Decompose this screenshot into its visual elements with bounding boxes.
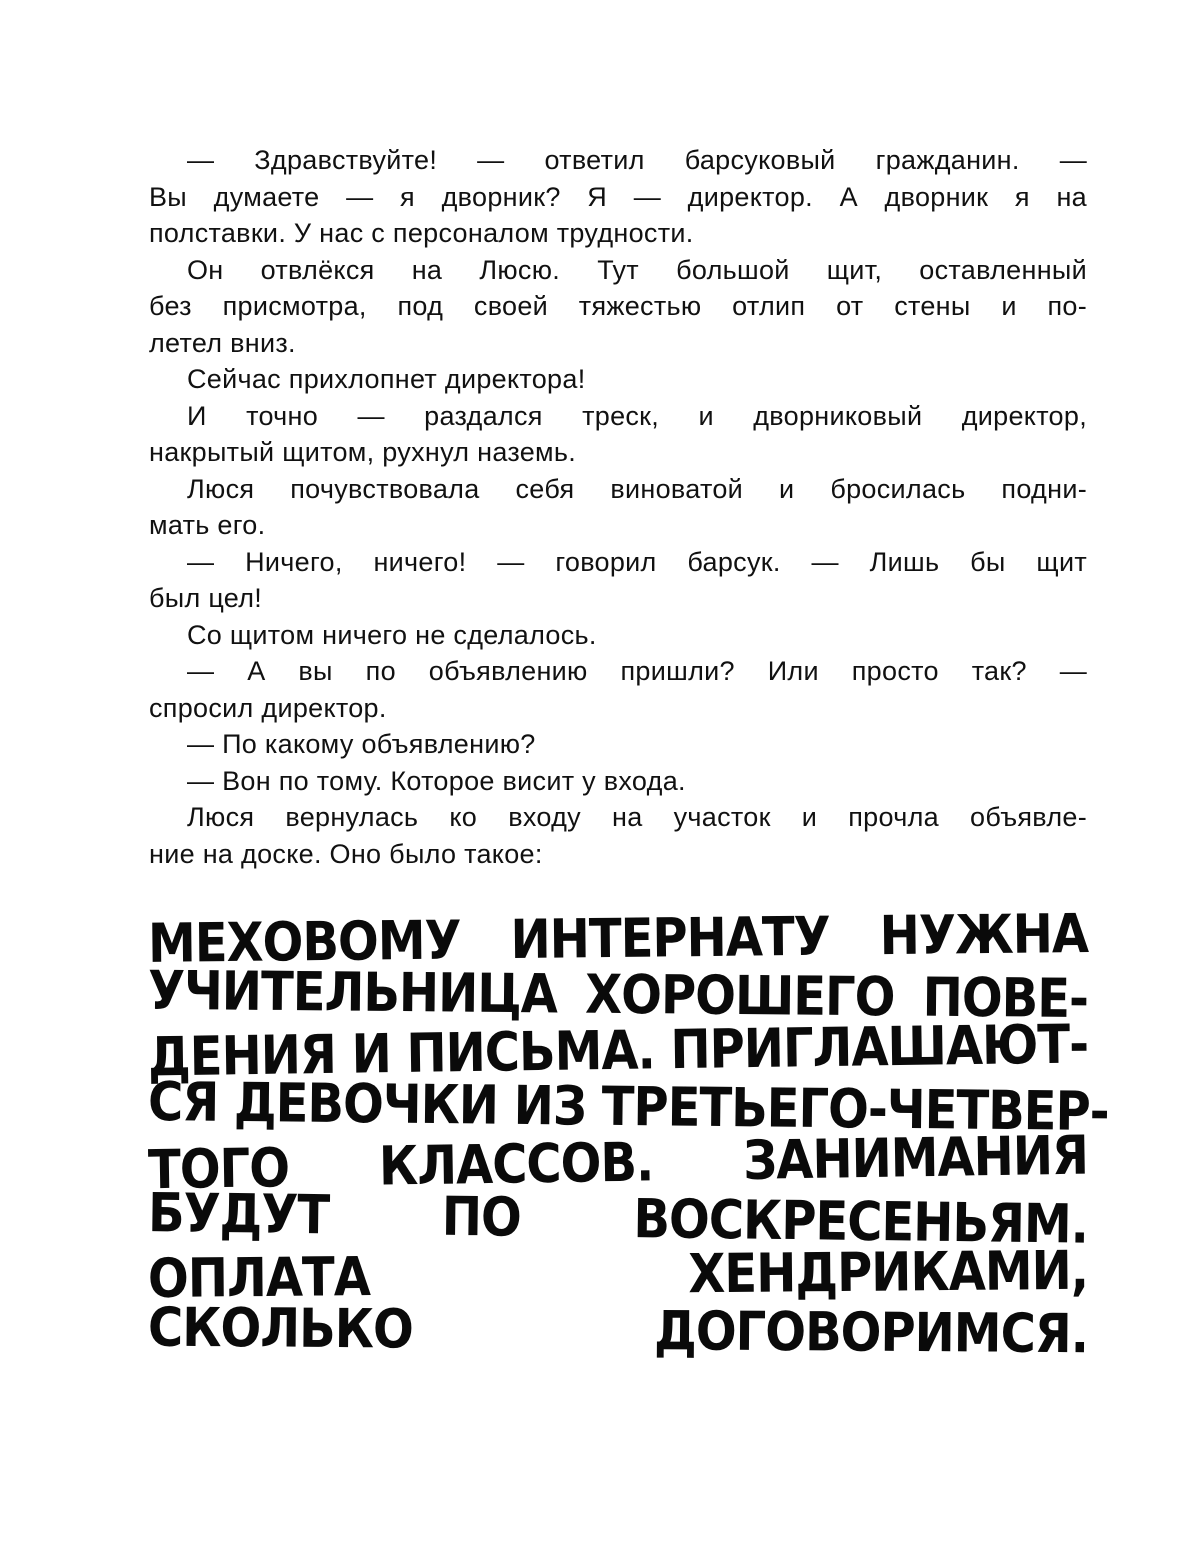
text-line: — А вы по объявлению пришли? Или просто так? —	[187, 656, 1087, 686]
notice-line: СКОЛЬКО ДОГОВОРИМСЯ.	[147, 1296, 1089, 1366]
notice-line: ОПЛАТА ХЕНДРИКАМИ,	[147, 1239, 1089, 1311]
text-line: Сейчас прихлопнет директора!	[187, 364, 586, 394]
notice-line: МЕХОВОМУ ИНТЕРНАТУ НУЖНА	[147, 902, 1089, 976]
notice-line: ДЕНИЯ И ПИСЬМА. ПРИГЛАШАЮТ-	[147, 1013, 1089, 1089]
text-line: — Вон по тому. Которое висит у входа.	[187, 765, 686, 796]
text-line: без присмотра, под своей тяжестью отлип от стены и по-	[149, 291, 1087, 321]
text-line: И точно — раздался треск, и дворниковый директор,	[187, 400, 1087, 431]
notice-line: УЧИТЕЛЬНИЦА ХОРОШЕГО ПОВЕ-	[147, 959, 1089, 1031]
handwritten-notice	[147, 902, 1109, 1366]
text-line: мать его.	[149, 510, 266, 540]
text-line: был цел!	[149, 583, 263, 613]
text-line: Он отвлёкся на Люсю. Тут большой щит, оставленный	[187, 254, 1087, 285]
text-line: ние на доске. Оно было такое:	[149, 838, 543, 869]
notice-line: ТОГО КЛАССОВ. ЗАНИМАНИЯ	[147, 1124, 1089, 1202]
text-line: — Ничего, ничего! — говорил барсук. — Лишь бы щит	[187, 546, 1087, 577]
text-line: — По какому объявлению?	[187, 729, 536, 759]
text-line: спросил директор.	[149, 692, 387, 723]
notice-line: СЯ ДЕВОЧКИ ИЗ ТРЕТЬЕГО-ЧЕТВЕР-	[147, 1070, 1109, 1144]
story-text	[149, 142, 1087, 872]
text-line: полставки. У нас с персоналом трудности.	[149, 218, 694, 248]
text-line: Люся вернулась ко входу на участок и прочла объявле-	[187, 802, 1087, 832]
text-line: накрытый щитом, рухнул наземь.	[149, 437, 577, 467]
text-line: Люся почувствовала себя виноватой и бросилась подни-	[187, 473, 1087, 504]
text-line: Со щитом ничего не сделалось.	[187, 619, 597, 650]
text-line: летел вниз.	[149, 327, 296, 358]
notice-line: БУДУТ ПО ВОСКРЕСЕНЬЯМ.	[147, 1181, 1089, 1257]
text-line: Вы думаете — я дворник? Я — директор. А дворник я на	[149, 181, 1087, 212]
text-line: — Здравствуйте! — ответил барсуковый гражданин. —	[187, 145, 1087, 175]
